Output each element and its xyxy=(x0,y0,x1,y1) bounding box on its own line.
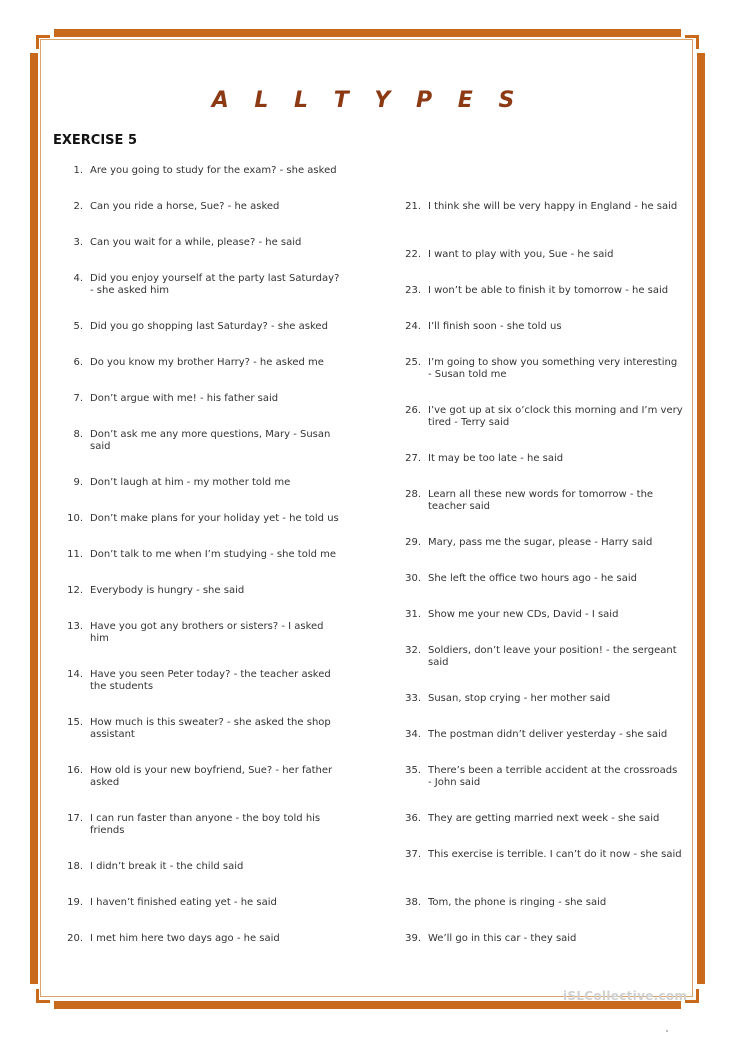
item-number: 3. xyxy=(73,237,83,248)
item-number: 17. xyxy=(67,813,83,824)
item-sentence: Don’t laugh at him - my mother told me xyxy=(90,477,291,488)
exercise-item-16 xyxy=(60,765,345,789)
exercise-item-28 xyxy=(398,489,683,513)
item-number: 33. xyxy=(405,693,421,704)
stray-dot xyxy=(666,1030,668,1032)
item-sentence: Everybody is hungry - she said xyxy=(90,585,245,596)
item-sentence: Show me your new CDs, David - I said xyxy=(428,609,619,620)
item-number: 30. xyxy=(405,573,421,584)
exercise-item-4 xyxy=(60,273,345,297)
exercise-item-15 xyxy=(60,717,345,741)
item-sentence: They are getting married next week - she said xyxy=(428,813,660,824)
item-number: 25. xyxy=(405,357,421,368)
exercise-item-33 xyxy=(398,693,610,705)
exercise-item-3 xyxy=(60,237,301,249)
item-sentence: I’m going to show you something very interesting - Susan told me xyxy=(428,357,678,380)
exercise-item-29 xyxy=(398,537,652,549)
item-number: 20. xyxy=(67,933,83,944)
item-number: 16. xyxy=(67,765,83,776)
item-number: 36. xyxy=(405,813,421,824)
item-number: 1. xyxy=(73,165,83,176)
item-sentence: I’ve got up at six o’clock this morning and I’m very tired - Terry said xyxy=(428,405,683,428)
frame-corner-top-right xyxy=(685,35,699,49)
item-number: 8. xyxy=(73,429,83,440)
exercise-item-11 xyxy=(60,549,336,561)
exercise-item-2 xyxy=(60,201,279,213)
item-sentence: Don’t argue with me! - his father said xyxy=(90,393,279,404)
item-sentence: I want to play with you, Sue - he said xyxy=(428,249,614,260)
exercise-item-5 xyxy=(60,321,328,333)
exercise-item-14 xyxy=(60,669,345,693)
frame-corner-bottom-left xyxy=(36,989,50,1003)
item-number: 34. xyxy=(405,729,421,740)
exercise-item-27 xyxy=(398,453,563,465)
item-number: 29. xyxy=(405,537,421,548)
frame-top-bar xyxy=(54,29,681,37)
item-sentence: I didn’t break it - the child said xyxy=(90,861,244,872)
item-number: 37. xyxy=(405,849,421,860)
item-sentence: Can you ride a horse, Sue? - he asked xyxy=(90,201,280,212)
item-sentence: I’ll finish soon - she told us xyxy=(428,321,562,332)
item-sentence: I won’t be able to finish it by tomorrow - he said xyxy=(428,285,669,296)
exercise-item-39 xyxy=(398,933,576,945)
item-sentence: Learn all these new words for tomorrow - the teacher said xyxy=(428,489,654,512)
exercise-item-38 xyxy=(398,897,606,909)
exercise-item-20 xyxy=(60,933,280,945)
item-number: 26. xyxy=(405,405,421,416)
item-number: 24. xyxy=(405,321,421,332)
item-sentence: The postman didn’t deliver yesterday - she said xyxy=(428,729,668,740)
item-number: 5. xyxy=(73,321,83,332)
item-number: 22. xyxy=(405,249,421,260)
item-sentence: Have you got any brothers or sisters? - I asked him xyxy=(90,621,324,644)
worksheet-title: A L L T Y P E S xyxy=(211,88,524,113)
item-sentence: Don’t talk to me when I’m studying - she told me xyxy=(90,549,337,560)
item-number: 18. xyxy=(67,861,83,872)
item-number: 7. xyxy=(73,393,83,404)
exercise-heading: EXERCISE 5 xyxy=(53,133,137,148)
item-sentence: She left the office two hours ago - he said xyxy=(428,573,637,584)
item-sentence: It may be too late - he said xyxy=(428,453,564,464)
item-number: 27. xyxy=(405,453,421,464)
item-number: 31. xyxy=(405,609,421,620)
exercise-item-23 xyxy=(398,285,668,297)
exercise-item-25 xyxy=(398,357,683,381)
exercise-item-26 xyxy=(398,405,683,429)
exercise-item-37 xyxy=(398,849,682,861)
item-number: 39. xyxy=(405,933,421,944)
frame-left-bar xyxy=(30,53,38,984)
exercise-item-19 xyxy=(60,897,277,909)
item-sentence: Susan, stop crying - her mother said xyxy=(428,693,611,704)
exercise-item-6 xyxy=(60,357,324,369)
item-sentence: Mary, pass me the sugar, please - Harry said xyxy=(428,537,653,548)
item-sentence: Are you going to study for the exam? - she asked xyxy=(90,165,337,176)
item-number: 13. xyxy=(67,621,83,632)
item-number: 14. xyxy=(67,669,83,680)
item-number: 15. xyxy=(67,717,83,728)
item-sentence: Tom, the phone is ringing - she said xyxy=(428,897,607,908)
exercise-item-35 xyxy=(398,765,683,789)
exercise-item-36 xyxy=(398,813,659,825)
item-number: 6. xyxy=(73,357,83,368)
exercise-item-32 xyxy=(398,645,683,669)
exercise-item-12 xyxy=(60,585,244,597)
item-sentence: Have you seen Peter today? - the teacher asked the students xyxy=(90,669,331,692)
exercise-item-7 xyxy=(60,393,278,405)
item-sentence: Don’t make plans for your holiday yet - he told us xyxy=(90,513,339,524)
item-number: 38. xyxy=(405,897,421,908)
item-sentence: Did you enjoy yourself at the party last Saturday? - she asked him xyxy=(90,273,340,296)
item-number: 32. xyxy=(405,645,421,656)
item-sentence: Don’t ask me any more questions, Mary - Susan said xyxy=(90,429,331,452)
exercise-item-31 xyxy=(398,609,618,621)
exercise-item-24 xyxy=(398,321,562,333)
item-sentence: We’ll go in this car - they said xyxy=(428,933,577,944)
exercise-item-9 xyxy=(60,477,290,489)
item-number: 35. xyxy=(405,765,421,776)
item-sentence: I met him here two days ago - he said xyxy=(90,933,280,944)
item-sentence: I haven’t finished eating yet - he said xyxy=(90,897,277,908)
item-number: 9. xyxy=(73,477,83,488)
item-number: 10. xyxy=(67,513,83,524)
item-sentence: Did you go shopping last Saturday? - she asked xyxy=(90,321,328,332)
item-number: 21. xyxy=(405,201,421,212)
exercise-item-13 xyxy=(60,621,345,645)
item-sentence: Soldiers, don’t leave your position! - the sergeant said xyxy=(428,645,677,668)
exercise-item-21 xyxy=(398,201,677,213)
exercise-item-22 xyxy=(398,249,614,261)
frame-corner-top-left xyxy=(36,35,50,49)
item-sentence: Do you know my brother Harry? - he asked me xyxy=(90,357,324,368)
exercise-item-34 xyxy=(398,729,667,741)
item-sentence: There’s been a terrible accident at the crossroads - John said xyxy=(428,765,678,788)
exercise-item-10 xyxy=(60,513,339,525)
item-sentence: I can run faster than anyone - the boy told his friends xyxy=(90,813,321,836)
item-number: 19. xyxy=(67,897,83,908)
item-number: 28. xyxy=(405,489,421,500)
item-number: 12. xyxy=(67,585,83,596)
item-number: 2. xyxy=(73,201,83,212)
item-sentence: I think she will be very happy in England - he said xyxy=(428,201,678,212)
exercise-item-30 xyxy=(398,573,637,585)
exercise-item-18 xyxy=(60,861,243,873)
item-sentence: Can you wait for a while, please? - he said xyxy=(90,237,302,248)
item-sentence: This exercise is terrible. I can’t do it now - she said xyxy=(428,849,682,860)
exercise-item-1 xyxy=(60,165,337,177)
site-watermark: iSLCollective.com xyxy=(563,989,688,1003)
item-number: 23. xyxy=(405,285,421,296)
exercise-item-8 xyxy=(60,429,345,453)
item-number: 4. xyxy=(73,273,83,284)
item-sentence: How much is this sweater? - she asked the shop assistant xyxy=(90,717,331,740)
frame-right-bar xyxy=(697,53,705,984)
item-number: 11. xyxy=(67,549,83,560)
exercise-item-17 xyxy=(60,813,345,837)
item-sentence: How old is your new boyfriend, Sue? - her father asked xyxy=(90,765,333,788)
